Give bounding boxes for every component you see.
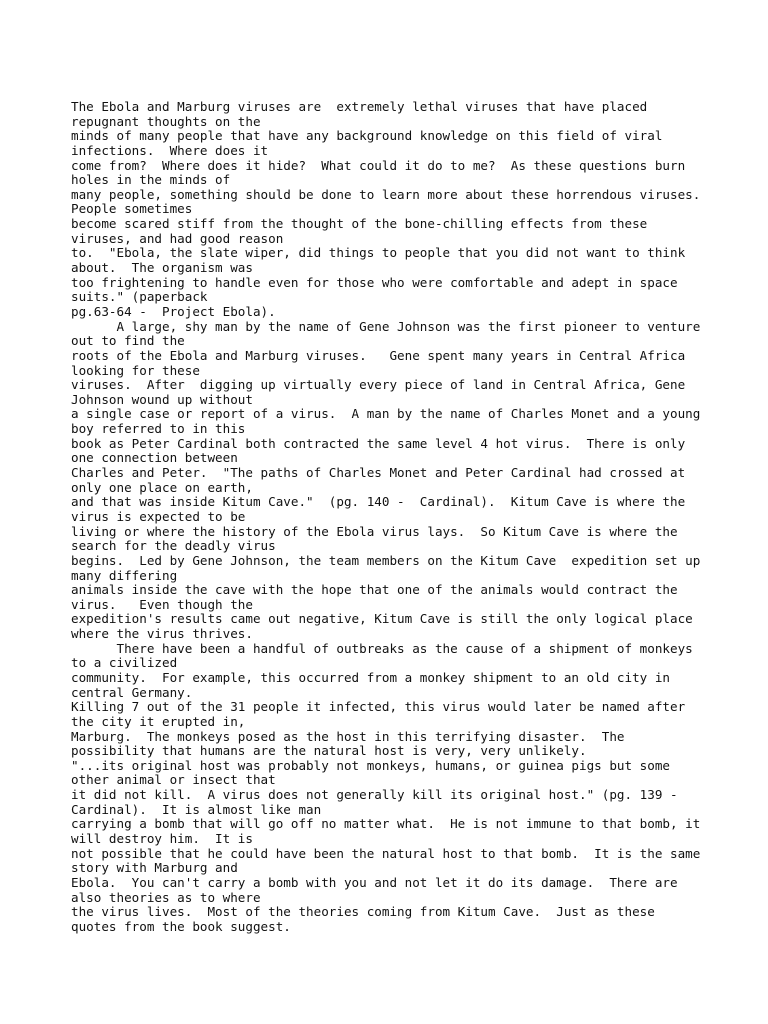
text-line: viruses, and had good reason	[71, 230, 284, 246]
text-line: holes in the minds of	[71, 172, 231, 188]
text-line: many differing	[71, 567, 178, 583]
text-line: book as Peter Cardinal both contracted the same level 4 hot virus. There is only	[71, 435, 686, 451]
text-line: one connection between	[71, 450, 238, 466]
text-line: the city it erupted in,	[71, 713, 246, 729]
text-line: minds of many people that have any background knowledge on this field of viral	[71, 128, 663, 144]
text-line: Johnson wound up without	[71, 391, 253, 407]
text-line: it did not kill. A virus does not generally kill its original host." (pg. 139 -	[71, 787, 678, 803]
text-line: virus is expected to be	[71, 508, 246, 524]
text-line: come from? Where does it hide? What could it do to me? As these questions burn	[71, 157, 686, 173]
text-line: where the virus thrives.	[71, 626, 253, 642]
text-line: only one place on earth,	[71, 479, 253, 495]
text-line: roots of the Ebola and Marburg viruses. Gene spent many years in Central Africa	[71, 347, 686, 363]
text-line: story with Marburg and	[71, 860, 238, 876]
text-line: Charles and Peter. "The paths of Charles Monet and Peter Cardinal had crossed at	[71, 465, 686, 481]
text-line: Ebola. You can't carry a bomb with you and not let it do its damage. There are	[71, 874, 678, 890]
text-line: "...its original host was probably not monkeys, humans, or guinea pigs but some	[71, 757, 670, 773]
text-line: and that was inside Kitum Cave." (pg. 140 - Cardinal). Kitum Cave is where the	[71, 494, 686, 510]
text-line: too frightening to handle even for those who were comfortable and adept in space	[71, 274, 678, 290]
text-line: the virus lives. Most of the theories coming from Kitum Cave. Just as these	[71, 904, 655, 920]
text-line: quotes from the book suggest.	[71, 918, 291, 934]
text-line: Cardinal). It is almost like man	[71, 801, 322, 817]
document-body	[71, 100, 711, 935]
text-line: begins. Led by Gene Johnson, the team members on the Kitum Cave expedition set up	[71, 552, 701, 568]
text-line: pg.63-64 - Project Ebola).	[71, 303, 276, 319]
text-line: Killing 7 out of the 31 people it infected, this virus would later be named after	[71, 699, 686, 715]
text-line: search for the deadly virus	[71, 538, 276, 554]
text-line: People sometimes	[71, 201, 193, 217]
text-line: possibility that humans are the natural host is very, very unlikely.	[71, 743, 587, 759]
text-line: boy referred to in this	[71, 421, 246, 437]
text-line: will destroy him. It is	[71, 831, 253, 847]
text-line: infections. Where does it	[71, 142, 269, 158]
text-line: viruses. After digging up virtually every piece of land in Central Africa, Gene	[71, 377, 686, 393]
text-line: suits." (paperback	[71, 289, 208, 305]
text-line: virus. Even though the	[71, 596, 253, 612]
text-line: expedition's results came out negative, Kitum Cave is still the only logical place	[71, 611, 693, 627]
text-line: out to find the	[71, 333, 185, 349]
text-line: Marburg. The monkeys posed as the host in this terrifying disaster. The	[71, 728, 625, 744]
text-line: living or where the history of the Ebola virus lays. So Kitum Cave is where the	[71, 523, 678, 539]
text-line: to. "Ebola, the slate wiper, did things to people that you did not want to think	[71, 245, 686, 261]
text-line: repugnant thoughts on the	[71, 113, 261, 129]
text-line: A large, shy man by the name of Gene Johnson was the first pioneer to venture	[71, 318, 701, 334]
text-line: The Ebola and Marburg viruses are extremely lethal viruses that have placed	[71, 99, 648, 114]
text-line: animals inside the cave with the hope that one of the animals would contract the	[71, 582, 678, 598]
text-line: central Germany.	[71, 684, 193, 700]
text-line: also theories as to where	[71, 889, 261, 905]
text-line: community. For example, this occurred from a monkey shipment to an old city in	[71, 669, 670, 685]
text-line: not possible that he could have been the natural host to that bomb. It is the same	[71, 845, 701, 861]
text-line: become scared stiff from the thought of the bone-chilling effects from these	[71, 216, 648, 232]
text-line: There have been a handful of outbreaks as the cause of a shipment of monkeys	[71, 640, 693, 656]
text-line: other animal or insect that	[71, 772, 276, 788]
text-line: about. The organism was	[71, 260, 253, 276]
text-line: many people, something should be done to learn more about these horrendous viruses.	[71, 186, 701, 202]
text-line: looking for these	[71, 362, 200, 378]
text-line: a single case or report of a virus. A man by the name of Charles Monet and a young	[71, 406, 701, 422]
text-line: to a civilized	[71, 655, 178, 671]
text-line: carrying a bomb that will go off no matter what. He is not immune to that bomb, it	[71, 816, 701, 832]
